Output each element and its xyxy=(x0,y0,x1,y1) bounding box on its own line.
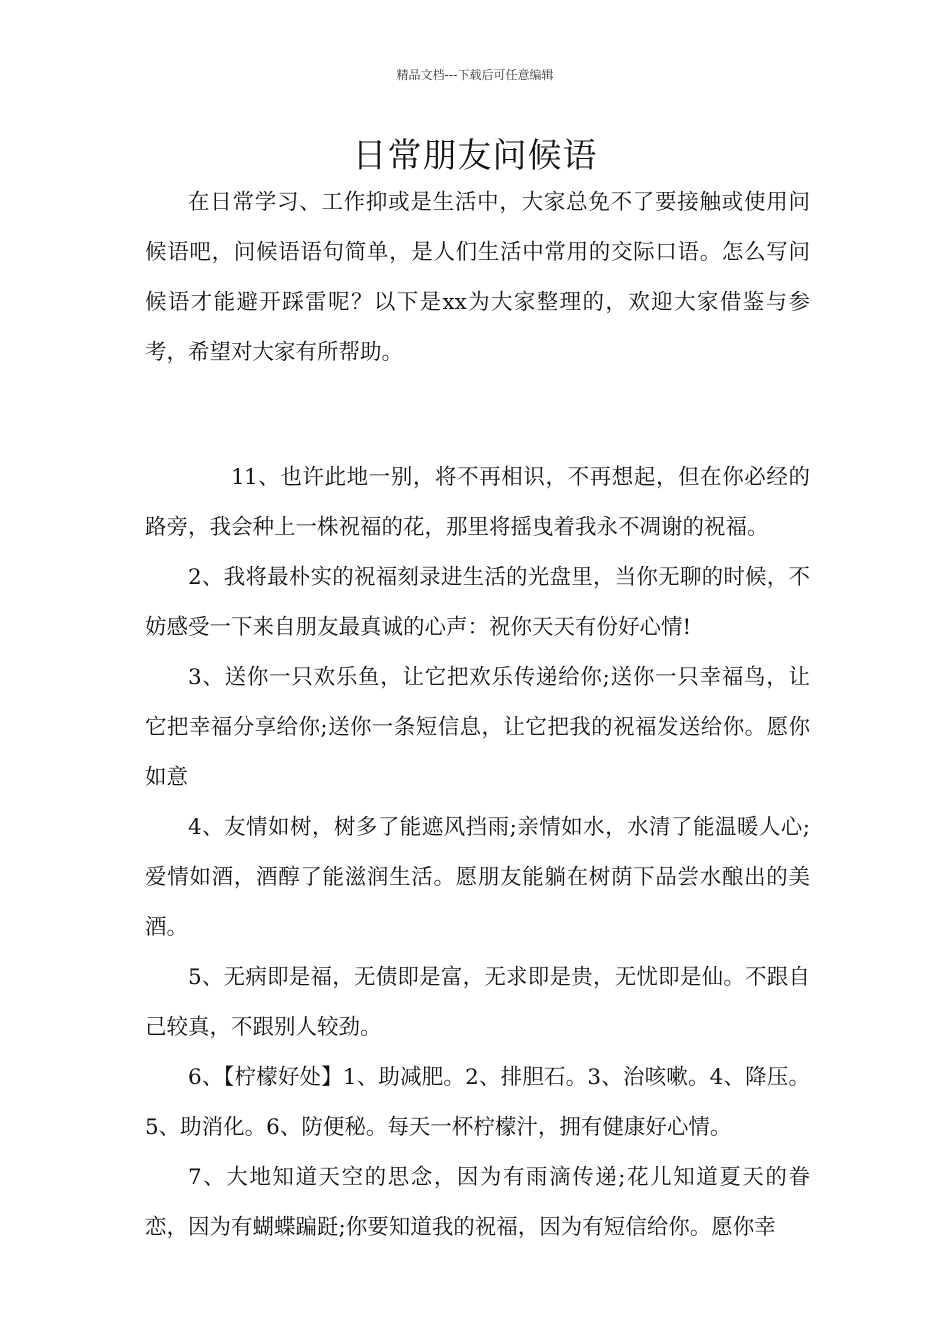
document-title: 日常朋友问候语 xyxy=(352,136,598,176)
list-item: 3、送你一只欢乐鱼，让它把欢乐传递给你;送你一只幸福鸟，让它把幸福分享给你;送你一条短信息，让它把我的祝福发送给你。愿你如意 xyxy=(145,665,810,790)
intro-paragraph: 在日常学习、工作抑或是生活中，大家总免不了要接触或使用问候语吧，问候语语句简单，是人们生活中常用的交际口语。怎么写问候语才能避开踩雷呢？以下是xx为大家整理的，欢迎大家借鉴与参考，希望对大家有所帮助。 xyxy=(145,190,810,365)
list-item-text: 1、也许此地一别，将不再相识，不再想起，但在你必经的路旁，我会种上一株祝福的花，那里将摇曳着我永不凋谢的祝福。 xyxy=(145,465,810,540)
list-item: 7、大地知道天空的思念，因为有雨滴传递;花儿知道夏天的眷恋，因为有蝴蝶蹁跹;你要知道我的祝福，因为有短信给你。愿你幸 xyxy=(145,1165,810,1240)
list-item: 4、友情如树，树多了能遮风挡雨;亲情如水，水清了能温暖人心;爱情如酒，酒醇了能滋润生活。愿朋友能躺在树荫下品尝水酿出的美酒。 xyxy=(145,815,810,940)
header-note: 精品文档---下载后可任意编辑 xyxy=(396,68,554,82)
list-item: 5、无病即是福，无债即是富，无求即是贵，无忧即是仙。不跟自己较真，不跟别人较劲。 xyxy=(145,965,810,1040)
list-item: 6、【柠檬好处】1、助减肥。2、排胆石。3、治咳嗽。4、降压。5、助消化。6、防便秘。每天一杯柠檬汁，拥有健康好心情。 xyxy=(145,1065,810,1140)
document-body xyxy=(145,178,810,1253)
list-item: 2、我将最朴实的祝福刻录进生活的光盘里，当你无聊的时候，不妨感受一下来自朋友最真诚的心声：祝你天天有份好心情! xyxy=(145,565,810,640)
paragraph-gap xyxy=(145,378,810,453)
section-number: 1 xyxy=(231,465,245,490)
list-item xyxy=(145,453,810,553)
